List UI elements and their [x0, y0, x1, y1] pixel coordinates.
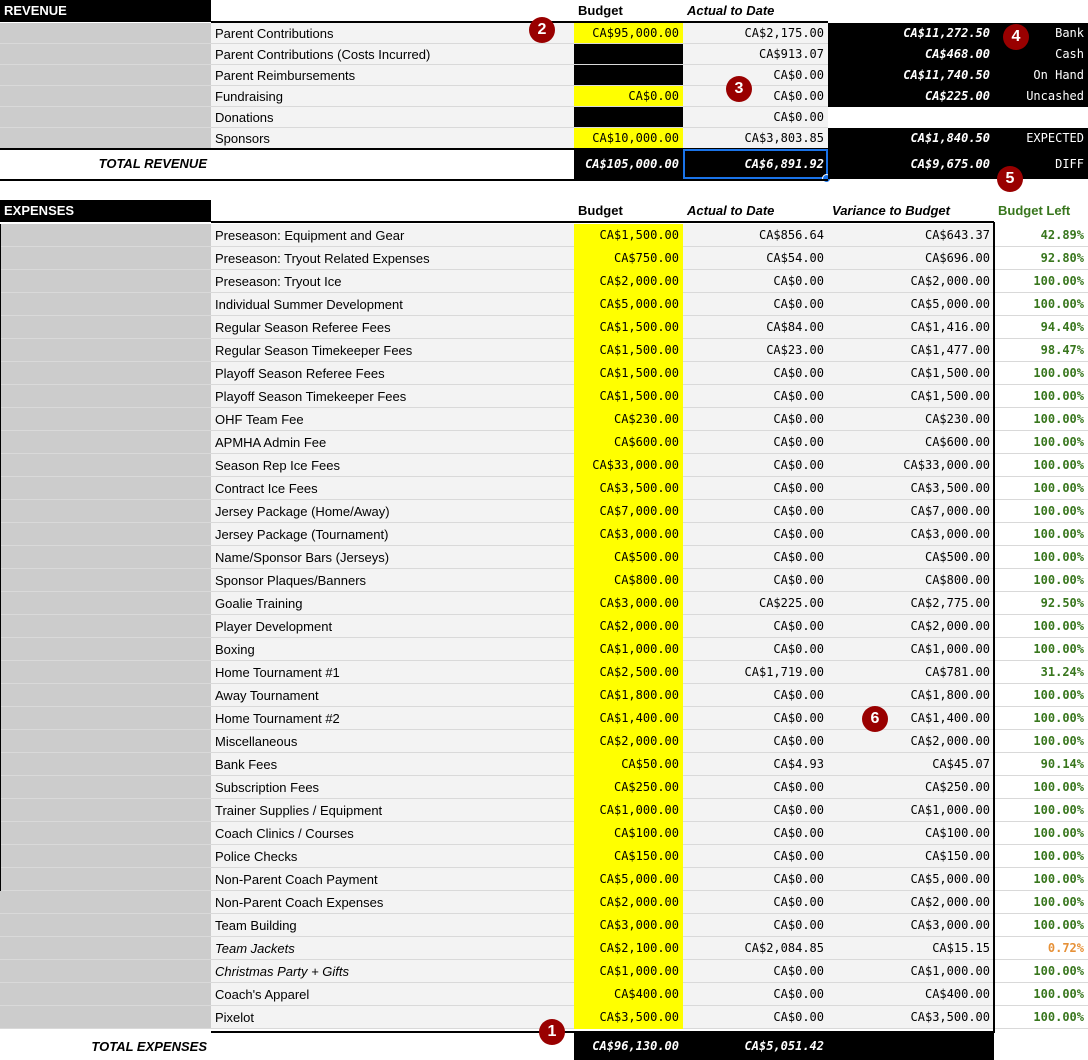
revenue-title: REVENUE — [0, 0, 211, 22]
expense-row-variance: CA$15.15 — [828, 937, 994, 960]
row-gutter — [0, 546, 211, 569]
expense-row-budget-left: 100.00% — [994, 270, 1088, 293]
expense-row-budget[interactable]: CA$1,500.00 — [574, 316, 683, 339]
expense-row-variance: CA$1,500.00 — [828, 362, 994, 385]
expense-row-budget[interactable]: CA$1,800.00 — [574, 684, 683, 707]
expense-row-variance: CA$3,000.00 — [828, 914, 994, 937]
expense-row-actual[interactable]: CA$0.00 — [683, 868, 828, 891]
total-summary-value: CA$9,675.00 — [828, 149, 994, 179]
expense-row-variance: CA$800.00 — [828, 569, 994, 592]
row-gutter — [0, 730, 211, 753]
expense-row-actual[interactable]: CA$0.00 — [683, 684, 828, 707]
revenue-row-label: Parent Contributions (Costs Incurred) — [211, 44, 574, 65]
expense-row-budget[interactable]: CA$3,500.00 — [574, 477, 683, 500]
revenue-row-actual[interactable]: CA$0.00 — [683, 107, 828, 128]
revenue-row-actual[interactable]: CA$0.00 — [683, 65, 828, 86]
summary-label — [994, 107, 1088, 128]
expense-row-budget[interactable]: CA$2,000.00 — [574, 891, 683, 914]
expense-row-budget-left: 100.00% — [994, 707, 1088, 730]
row-gutter — [0, 23, 211, 44]
expense-row-variance: CA$1,500.00 — [828, 385, 994, 408]
row-gutter — [0, 615, 211, 638]
expense-row-budget-left: 100.00% — [994, 776, 1088, 799]
expense-row-budget-left: 100.00% — [994, 822, 1088, 845]
summary-label: Uncashed — [994, 86, 1088, 107]
expense-row-actual[interactable]: CA$0.00 — [683, 730, 828, 753]
total-expenses-budget: CA$96,130.00 — [574, 1033, 683, 1060]
expense-row-variance: CA$2,000.00 — [828, 270, 994, 293]
total-revenue-budget: CA$105,000.00 — [574, 149, 683, 179]
row-gutter — [0, 86, 211, 107]
row-gutter — [0, 408, 211, 431]
revenue-row-budget[interactable]: CA$0.00 — [574, 86, 683, 107]
expense-row-variance: CA$1,000.00 — [828, 638, 994, 661]
row-gutter — [0, 500, 211, 523]
row-gutter — [0, 891, 211, 914]
total-expenses-actual: CA$5,051.42 — [683, 1033, 828, 1060]
expense-row-budget[interactable]: CA$3,000.00 — [574, 592, 683, 615]
row-gutter — [0, 845, 211, 868]
expense-row-budget-left: 92.80% — [994, 247, 1088, 270]
row-gutter — [0, 316, 211, 339]
expense-row-budget[interactable]: CA$3,500.00 — [574, 1006, 683, 1029]
expense-row-budget-left: 100.00% — [994, 546, 1088, 569]
expense-row-label: Boxing — [211, 638, 574, 661]
expense-row-actual[interactable]: CA$0.00 — [683, 776, 828, 799]
summary-value: CA$11,272.50 — [828, 23, 994, 44]
expense-row-budget-left: 90.14% — [994, 753, 1088, 776]
expense-row-budget-left: 100.00% — [994, 799, 1088, 822]
expense-row-label: Player Development — [211, 615, 574, 638]
expense-row-variance: CA$2,775.00 — [828, 592, 994, 615]
expense-row-budget-left: 100.00% — [994, 1006, 1088, 1029]
revenue-row-actual[interactable]: CA$913.07 — [683, 44, 828, 65]
expense-row-label: Home Tournament #2 — [211, 707, 574, 730]
total-revenue-actual[interactable]: CA$6,891.92 — [683, 149, 828, 179]
summary-value: CA$1,840.50 — [828, 128, 994, 149]
expense-row-actual[interactable]: CA$0.00 — [683, 891, 828, 914]
expense-row-label: Preseason: Tryout Related Expenses — [211, 247, 574, 270]
expense-row-budget-left: 100.00% — [994, 960, 1088, 983]
expense-row-label: Individual Summer Development — [211, 293, 574, 316]
revenue-col-actual: Actual to Date — [687, 3, 775, 18]
expense-row-variance: CA$3,500.00 — [828, 1006, 994, 1029]
expense-row-budget-left: 0.72% — [994, 937, 1088, 960]
expense-row-budget[interactable]: CA$33,000.00 — [574, 454, 683, 477]
expense-row-label: Preseason: Tryout Ice — [211, 270, 574, 293]
expense-row-label: Team Jackets — [211, 937, 574, 960]
expense-row-variance: CA$500.00 — [828, 546, 994, 569]
expense-row-variance: CA$643.37 — [828, 224, 994, 247]
expense-row-budget[interactable]: CA$1,500.00 — [574, 224, 683, 247]
row-gutter — [0, 339, 211, 362]
revenue-bottom-rule — [0, 179, 828, 181]
expenses-header-rule — [211, 221, 994, 223]
expense-row-budget[interactable]: CA$600.00 — [574, 431, 683, 454]
row-gutter — [0, 960, 211, 983]
expense-row-budget[interactable]: CA$2,000.00 — [574, 270, 683, 293]
row-gutter — [0, 661, 211, 684]
expense-row-actual[interactable]: CA$856.64 — [683, 224, 828, 247]
expense-row-actual[interactable]: CA$0.00 — [683, 1006, 828, 1029]
row-gutter — [0, 937, 211, 960]
expense-row-budget-left: 100.00% — [994, 569, 1088, 592]
expense-row-actual[interactable]: CA$0.00 — [683, 546, 828, 569]
expense-row-budget-left: 100.00% — [994, 845, 1088, 868]
row-gutter — [0, 107, 211, 128]
row-gutter — [0, 385, 211, 408]
expenses-title: EXPENSES — [0, 200, 211, 222]
expense-row-actual[interactable]: CA$0.00 — [683, 822, 828, 845]
expense-row-actual[interactable]: CA$1,719.00 — [683, 661, 828, 684]
expense-row-actual[interactable]: CA$0.00 — [683, 615, 828, 638]
expense-row-label: Bank Fees — [211, 753, 574, 776]
expense-row-budget-left: 100.00% — [994, 523, 1088, 546]
expense-row-variance: CA$5,000.00 — [828, 293, 994, 316]
expense-row-budget[interactable]: CA$100.00 — [574, 822, 683, 845]
row-gutter — [0, 362, 211, 385]
expense-row-budget[interactable]: CA$150.00 — [574, 845, 683, 868]
expense-row-variance: CA$1,000.00 — [828, 960, 994, 983]
expense-row-actual[interactable]: CA$4.93 — [683, 753, 828, 776]
total-expenses-label: TOTAL EXPENSES — [91, 1039, 207, 1054]
revenue-row-actual[interactable]: CA$0.00 — [683, 86, 828, 107]
revenue-row-budget[interactable]: CA$10,000.00 — [574, 128, 683, 149]
marker-1: 1 — [539, 1019, 565, 1045]
revenue-row-label: Parent Reimbursements — [211, 65, 574, 86]
summary-value: CA$11,740.50 — [828, 65, 994, 86]
expense-row-actual[interactable]: CA$0.00 — [683, 569, 828, 592]
summary-label: On Hand — [994, 65, 1088, 86]
row-gutter — [0, 776, 211, 799]
expense-row-label: Goalie Training — [211, 592, 574, 615]
expense-row-budget-left: 100.00% — [994, 730, 1088, 753]
gutter-edge — [0, 224, 1, 891]
expense-row-label: Trainer Supplies / Equipment — [211, 799, 574, 822]
expense-row-budget[interactable]: CA$1,000.00 — [574, 960, 683, 983]
row-gutter — [0, 868, 211, 891]
row-gutter — [0, 44, 211, 65]
expenses-col-left: Budget Left — [998, 203, 1071, 218]
expense-row-budget[interactable]: CA$1,400.00 — [574, 707, 683, 730]
expense-row-actual[interactable]: CA$2,084.85 — [683, 937, 828, 960]
expense-row-label: Regular Season Referee Fees — [211, 316, 574, 339]
expense-row-actual[interactable]: CA$0.00 — [683, 408, 828, 431]
expense-row-budget-left: 31.24% — [994, 661, 1088, 684]
row-gutter — [0, 569, 211, 592]
expense-row-budget-left: 94.40% — [994, 316, 1088, 339]
expense-row-actual[interactable]: CA$0.00 — [683, 431, 828, 454]
expense-row-variance: CA$1,800.00 — [828, 684, 994, 707]
expenses-right-rule — [993, 222, 995, 1031]
total-revenue-label: TOTAL REVENUE — [98, 156, 207, 171]
expense-row-variance: CA$7,000.00 — [828, 500, 994, 523]
expense-row-actual[interactable]: CA$84.00 — [683, 316, 828, 339]
expense-row-actual[interactable]: CA$0.00 — [683, 914, 828, 937]
row-gutter — [0, 293, 211, 316]
expense-row-actual[interactable]: CA$0.00 — [683, 845, 828, 868]
revenue-row-budget[interactable] — [574, 44, 683, 65]
expense-row-label: Christmas Party + Gifts — [211, 960, 574, 983]
expense-row-budget[interactable]: CA$750.00 — [574, 247, 683, 270]
expense-row-label: Pixelot — [211, 1006, 574, 1029]
expense-row-budget[interactable]: CA$5,000.00 — [574, 868, 683, 891]
expense-row-budget[interactable]: CA$1,000.00 — [574, 638, 683, 661]
expense-row-variance: CA$1,400.00 — [828, 707, 994, 730]
expense-row-variance: CA$696.00 — [828, 247, 994, 270]
expense-row-actual[interactable]: CA$0.00 — [683, 293, 828, 316]
expense-row-budget[interactable]: CA$7,000.00 — [574, 500, 683, 523]
revenue-row-label: Donations — [211, 107, 574, 128]
expense-row-actual[interactable]: CA$0.00 — [683, 500, 828, 523]
expense-row-variance: CA$150.00 — [828, 845, 994, 868]
expense-row-actual[interactable]: CA$0.00 — [683, 385, 828, 408]
expense-row-label: Away Tournament — [211, 684, 574, 707]
expense-row-actual[interactable]: CA$225.00 — [683, 592, 828, 615]
expense-row-budget-left: 100.00% — [994, 684, 1088, 707]
expenses-col-variance: Variance to Budget — [832, 203, 950, 218]
expense-row-actual[interactable]: CA$0.00 — [683, 799, 828, 822]
expense-row-budget-left: 100.00% — [994, 477, 1088, 500]
summary-label: EXPECTED — [994, 128, 1088, 149]
expense-row-label: Season Rep Ice Fees — [211, 454, 574, 477]
row-gutter — [0, 1006, 211, 1029]
row-gutter — [0, 523, 211, 546]
expense-row-variance: CA$600.00 — [828, 431, 994, 454]
expense-row-budget-left: 100.00% — [994, 638, 1088, 661]
revenue-row-budget[interactable] — [574, 65, 683, 86]
expense-row-budget-left: 100.00% — [994, 454, 1088, 477]
row-gutter — [0, 270, 211, 293]
expense-row-variance: CA$33,000.00 — [828, 454, 994, 477]
expense-row-actual[interactable]: CA$0.00 — [683, 362, 828, 385]
expense-row-variance: CA$1,477.00 — [828, 339, 994, 362]
expense-row-budget[interactable]: CA$1,500.00 — [574, 362, 683, 385]
marker-2: 2 — [529, 17, 555, 43]
revenue-row-label: Sponsors — [211, 128, 574, 149]
revenue-row-budget[interactable] — [574, 107, 683, 128]
revenue-row-label: Fundraising — [211, 86, 574, 107]
expense-row-budget-left: 100.00% — [994, 362, 1088, 385]
expense-row-budget-left: 92.50% — [994, 592, 1088, 615]
expense-row-budget-left: 100.00% — [994, 914, 1088, 937]
expense-row-actual[interactable]: CA$0.00 — [683, 523, 828, 546]
expense-row-budget[interactable]: CA$5,000.00 — [574, 293, 683, 316]
expenses-col-budget: Budget — [578, 203, 623, 218]
expense-row-label: Preseason: Equipment and Gear — [211, 224, 574, 247]
expense-row-label: Sponsor Plaques/Banners — [211, 569, 574, 592]
expense-row-variance: CA$2,000.00 — [828, 615, 994, 638]
row-gutter — [0, 684, 211, 707]
revenue-row-budget[interactable]: CA$95,000.00 — [574, 23, 683, 44]
expense-row-budget[interactable]: CA$3,000.00 — [574, 914, 683, 937]
row-gutter — [0, 707, 211, 730]
expense-row-actual[interactable]: CA$0.00 — [683, 638, 828, 661]
expense-row-actual[interactable]: CA$0.00 — [683, 707, 828, 730]
expense-row-budget[interactable]: CA$800.00 — [574, 569, 683, 592]
expense-row-label: Jersey Package (Tournament) — [211, 523, 574, 546]
expense-row-budget-left: 100.00% — [994, 293, 1088, 316]
expense-row-budget[interactable]: CA$230.00 — [574, 408, 683, 431]
expense-row-label: APMHA Admin Fee — [211, 431, 574, 454]
expense-row-label: Regular Season Timekeeper Fees — [211, 339, 574, 362]
expense-row-actual[interactable]: CA$0.00 — [683, 270, 828, 293]
expense-row-budget-left: 100.00% — [994, 891, 1088, 914]
row-gutter — [0, 128, 211, 149]
marker-4: 4 — [1003, 24, 1029, 50]
revenue-row-label: Parent Contributions — [211, 23, 574, 44]
expense-row-label: Name/Sponsor Bars (Jerseys) — [211, 546, 574, 569]
row-gutter — [0, 822, 211, 845]
summary-label: Cash — [994, 44, 1088, 65]
expense-row-variance: CA$45.07 — [828, 753, 994, 776]
expense-row-budget-left: 100.00% — [994, 385, 1088, 408]
expense-row-variance: CA$5,000.00 — [828, 868, 994, 891]
row-gutter — [0, 753, 211, 776]
expense-row-variance: CA$2,000.00 — [828, 730, 994, 753]
expense-row-variance: CA$400.00 — [828, 983, 994, 1006]
expense-row-budget[interactable]: CA$400.00 — [574, 983, 683, 1006]
row-gutter — [0, 477, 211, 500]
expense-row-budget[interactable]: CA$2,100.00 — [574, 937, 683, 960]
row-gutter — [0, 431, 211, 454]
expense-row-budget[interactable]: CA$2,000.00 — [574, 615, 683, 638]
summary-value: CA$468.00 — [828, 44, 994, 65]
expense-row-budget[interactable]: CA$250.00 — [574, 776, 683, 799]
expense-row-budget-left: 100.00% — [994, 615, 1088, 638]
expense-row-budget-left: 100.00% — [994, 431, 1088, 454]
expense-row-actual[interactable]: CA$0.00 — [683, 983, 828, 1006]
expense-row-budget-left: 98.47% — [994, 339, 1088, 362]
expense-row-actual[interactable]: CA$0.00 — [683, 477, 828, 500]
expense-row-variance: CA$230.00 — [828, 408, 994, 431]
expense-row-variance: CA$3,000.00 — [828, 523, 994, 546]
expense-row-budget-left: 100.00% — [994, 408, 1088, 431]
expense-row-budget[interactable]: CA$50.00 — [574, 753, 683, 776]
expense-row-variance: CA$3,500.00 — [828, 477, 994, 500]
expense-row-variance: CA$2,000.00 — [828, 891, 994, 914]
expense-row-label: Coach's Apparel — [211, 983, 574, 1006]
expense-row-label: Miscellaneous — [211, 730, 574, 753]
expense-row-label: Home Tournament #1 — [211, 661, 574, 684]
revenue-col-budget: Budget — [578, 3, 623, 18]
expense-row-budget-left: 100.00% — [994, 983, 1088, 1006]
expense-row-budget[interactable]: CA$1,000.00 — [574, 799, 683, 822]
row-gutter — [0, 638, 211, 661]
summary-value — [828, 107, 994, 128]
expense-row-budget-left: 100.00% — [994, 868, 1088, 891]
summary-label: Bank — [994, 23, 1088, 44]
summary-value: CA$225.00 — [828, 86, 994, 107]
expense-row-budget[interactable]: CA$500.00 — [574, 546, 683, 569]
row-gutter — [0, 799, 211, 822]
marker-6: 6 — [862, 706, 888, 732]
row-gutter — [0, 914, 211, 937]
expense-row-budget[interactable]: CA$2,000.00 — [574, 730, 683, 753]
expenses-col-actual: Actual to Date — [687, 203, 775, 218]
revenue-row-actual[interactable]: CA$2,175.00 — [683, 23, 828, 44]
row-gutter — [0, 65, 211, 86]
expense-row-budget[interactable]: CA$3,000.00 — [574, 523, 683, 546]
expense-row-label: Jersey Package (Home/Away) — [211, 500, 574, 523]
marker-5: 5 — [997, 166, 1023, 192]
expense-row-label: Subscription Fees — [211, 776, 574, 799]
expense-row-budget[interactable]: CA$1,500.00 — [574, 385, 683, 408]
expense-row-variance: CA$250.00 — [828, 776, 994, 799]
expense-row-label: Playoff Season Timekeeper Fees — [211, 385, 574, 408]
expense-row-actual[interactable]: CA$54.00 — [683, 247, 828, 270]
row-gutter — [0, 592, 211, 615]
expense-row-budget-left: 42.89% — [994, 224, 1088, 247]
total-summary-label: DIFF — [994, 149, 1088, 179]
expense-row-variance: CA$1,000.00 — [828, 799, 994, 822]
expense-row-label: Non-Parent Coach Payment — [211, 868, 574, 891]
expense-row-label: Non-Parent Coach Expenses — [211, 891, 574, 914]
expense-row-actual[interactable]: CA$23.00 — [683, 339, 828, 362]
expense-row-label: Police Checks — [211, 845, 574, 868]
expense-row-actual[interactable]: CA$0.00 — [683, 960, 828, 983]
expense-row-label: Playoff Season Referee Fees — [211, 362, 574, 385]
expense-row-label: Team Building — [211, 914, 574, 937]
row-gutter — [0, 224, 211, 247]
expense-row-variance: CA$100.00 — [828, 822, 994, 845]
expense-row-variance: CA$1,416.00 — [828, 316, 994, 339]
expense-row-label: OHF Team Fee — [211, 408, 574, 431]
expense-row-actual[interactable]: CA$0.00 — [683, 454, 828, 477]
expense-row-variance: CA$781.00 — [828, 661, 994, 684]
row-gutter — [0, 247, 211, 270]
expense-row-label: Coach Clinics / Courses — [211, 822, 574, 845]
expense-row-budget[interactable]: CA$2,500.00 — [574, 661, 683, 684]
expense-row-label: Contract Ice Fees — [211, 477, 574, 500]
expense-row-budget-left: 100.00% — [994, 500, 1088, 523]
marker-3: 3 — [726, 76, 752, 102]
revenue-row-actual[interactable]: CA$3,803.85 — [683, 128, 828, 149]
row-gutter — [0, 983, 211, 1006]
expense-row-budget[interactable]: CA$1,500.00 — [574, 339, 683, 362]
row-gutter — [0, 454, 211, 477]
